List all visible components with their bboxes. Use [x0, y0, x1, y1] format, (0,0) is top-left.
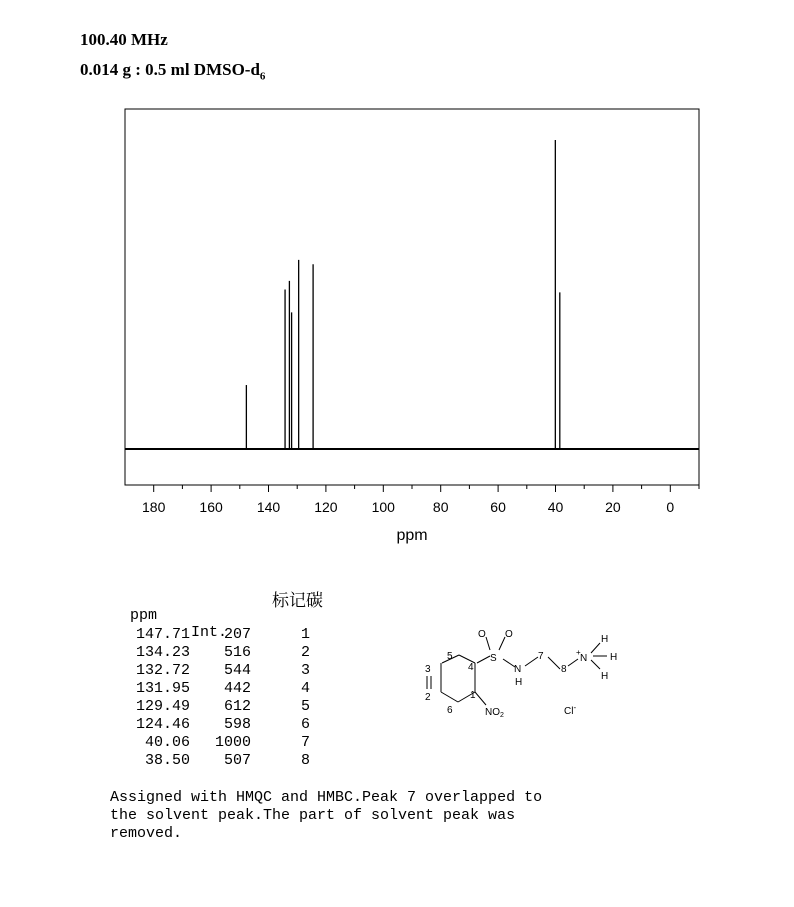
chloride-text: Cl: [564, 706, 574, 717]
cell-intensity: 516: [223, 644, 251, 661]
cell-intensity: 1000: [214, 734, 251, 751]
cell-ppm: 38.50: [144, 752, 190, 769]
carbon-label-6: 6: [447, 705, 453, 716]
cell-intensity: 612: [223, 698, 251, 715]
cell-carbon-label: 6: [300, 716, 310, 733]
header-intensity: Int.: [191, 624, 228, 641]
nitro-text: NO: [485, 707, 500, 718]
cell-intensity: 207: [223, 626, 251, 643]
x-tick-label: 0: [666, 499, 675, 515]
cell-carbon-label: 7: [300, 734, 310, 751]
atom-h-top: H: [601, 634, 609, 645]
cell-ppm: 124.46: [135, 716, 190, 733]
cell-intensity: 544: [223, 662, 251, 679]
sample-subscript: 6: [259, 70, 266, 83]
cell-ppm: 134.23: [135, 644, 190, 661]
sample-text: 0.014 g : 0.5 ml DMSO-d: [80, 60, 260, 79]
header-ppm: ppm: [130, 607, 158, 624]
x-tick-label: 20: [605, 499, 621, 515]
cell-carbon-label: 3: [300, 662, 310, 679]
cell-ppm: 40.06: [144, 734, 190, 751]
chloride-ion: [564, 703, 576, 717]
cell-ppm: 129.49: [135, 698, 190, 715]
carbon-label-2: 2: [425, 692, 431, 703]
cell-carbon-label: 5: [300, 698, 310, 715]
x-tick-label: 180: [142, 499, 166, 515]
cell-intensity: 598: [223, 716, 251, 733]
carbon-label-7: 7: [538, 651, 544, 662]
x-tick-label: 80: [432, 499, 449, 515]
ammonium-charge: +: [576, 648, 581, 657]
cell-ppm: 131.95: [135, 680, 190, 697]
carbon-label-8: 8: [561, 664, 567, 675]
cell-ppm: 132.72: [135, 662, 190, 679]
carbon-label-3: 3: [425, 664, 431, 675]
cell-ppm: 147.71: [135, 626, 190, 643]
x-tick-label: 160: [199, 499, 223, 515]
cell-intensity: 442: [223, 680, 251, 697]
atom-h-bottom: H: [601, 671, 609, 682]
carbon-label-4: 4: [468, 662, 474, 673]
atom-h-right: H: [610, 652, 618, 663]
spectrometer-frequency: 100.40 MHz: [80, 30, 168, 49]
x-tick-label: 120: [314, 499, 338, 515]
x-tick-label: 40: [547, 499, 564, 515]
cell-carbon-label: 8: [300, 752, 310, 769]
header-labeled-carbon: 标记碳: [272, 591, 323, 611]
carbon-label-1: 1: [470, 690, 476, 701]
assignment-note: Assigned with HMQC and HMBC.Peak 7 overlapped to the solvent peak.The part of solvent peak was removed.: [110, 789, 543, 842]
chloride-charge: -: [573, 703, 577, 712]
atom-o-right: O: [505, 629, 513, 640]
atom-h-amide: H: [515, 677, 523, 688]
carbon-label-5: 5: [447, 651, 453, 662]
nitro-subscript: 2: [500, 712, 504, 719]
structure-atoms: [478, 629, 617, 719]
x-tick-label: 100: [371, 499, 395, 515]
atom-n-amide: N: [514, 664, 522, 675]
atom-o-left: O: [478, 629, 486, 640]
x-axis-label: ppm: [396, 527, 428, 544]
cell-intensity: 507: [223, 752, 251, 769]
x-tick-label: 140: [256, 499, 281, 515]
cell-carbon-label: 4: [300, 680, 310, 697]
cell-carbon-label: 1: [300, 626, 310, 643]
nitro-group: [485, 707, 504, 719]
atom-n-ammonium: N: [580, 653, 588, 664]
x-tick-label: 60: [490, 499, 506, 515]
atom-s: S: [490, 653, 497, 664]
cell-carbon-label: 2: [300, 644, 310, 661]
